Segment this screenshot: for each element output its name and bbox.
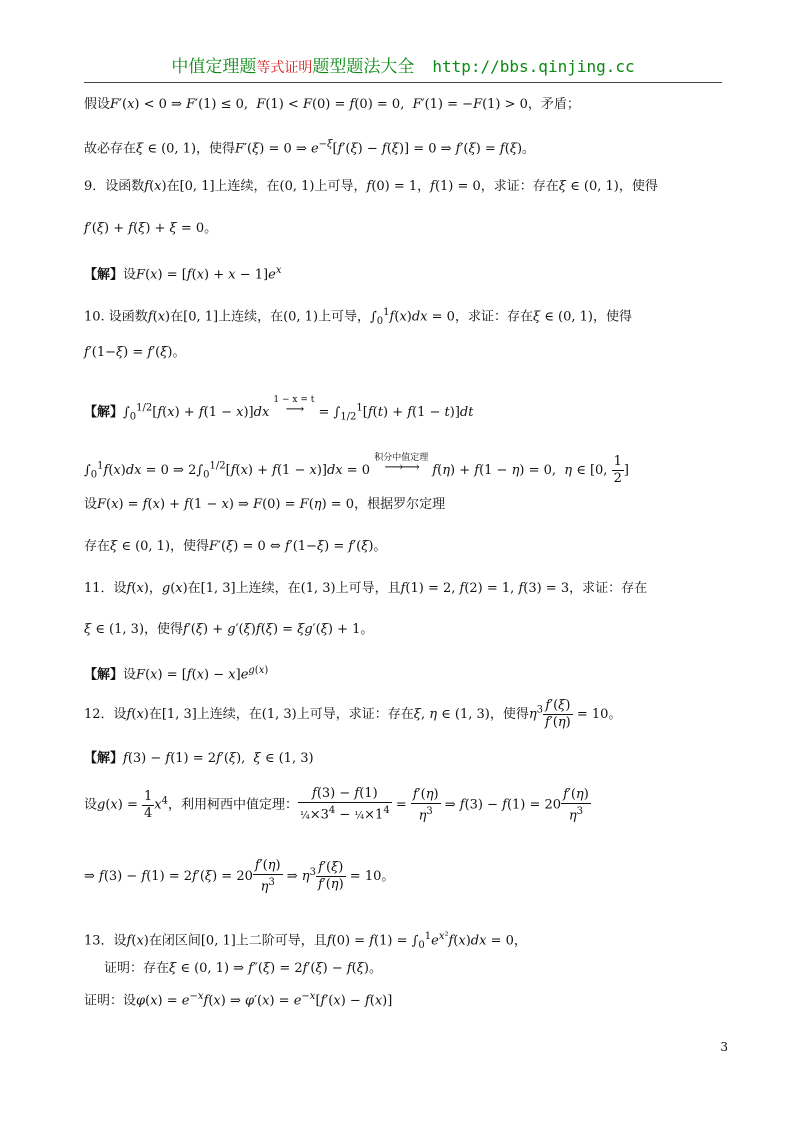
text-line: 设F(x) = f(x) + f(1 − x) ⇒ F(0) = F(η) = 0，根据罗尔定理 (84, 497, 446, 512)
arrow-label-integral-mvt: 积分中值定理 (374, 453, 429, 463)
text-line: 设g(x) = $\frac{1}{4}$ $x^4$，利用柯西中值定理： $\frac{f(3) - f(1)}{\frac{1}{4}\times 3^4 - \frac{1}{4}\times 1^4}$ = $\frac{f'(\eta)}{\eta^3}$ ⇒ f(3) − f(1) = 20 $\frac{f'(\eta)}{\eta^3}$ (84, 786, 589, 823)
header-title-tail: 题型题法大全 (312, 57, 415, 77)
text-line: $\int_0^1f(x)dx = 0$ ⇒ $2\int_0^{1/2}[f(x) + f(1 - x)]dx = 0$ 积分中值定理 ⟶⟶ f(η) + f(1 − η) = 0, η ∈ [0, $\frac{1}{2}$ ] (84, 453, 629, 486)
problem-9: 9．设函数f(x)在[0, 1]上连续，在(0, 1)上可导，f(0) = 1，f(1) = 0，求证：存在ξ ∈ (0, 1)，使得 (84, 179, 658, 194)
solution-12: 【解】f(3) − f(1) = 2f′(ξ), ξ ∈ (1, 3) (84, 751, 314, 766)
solution-11: 【解】设$F(x) = [f(x) - x]e^{g(x)}$ (84, 665, 269, 683)
text-line: ξ ∈ (1, 3)，使得f′(ξ) + g′(ξ)f(ξ) = ξg′(ξ) + 1。 (84, 622, 374, 637)
arrow-label-substitution: 1 − x = t (273, 395, 315, 405)
problem-12: 12．设f(x)在[1, 3]上连续，在(1, 3)上可导，求证：存在ξ, η ∈ (1, 3)，使得$\eta^3$ $\frac{f'(\xi)}{f'(\eta)}$ = 10。 (84, 698, 622, 730)
page-number: 3 (720, 1040, 728, 1054)
text-line: ⇒ f(3) − f(1) = 2f′(ξ) = 20 $\frac{f'(\eta)}{\eta^3}$ ⇒ $\eta^3$ $\frac{f'(\xi)}{f'(\eta)}$ = 10。 (84, 858, 395, 895)
problem-10: 10. 设函数f(x)在[0, 1]上连续，在(0, 1)上可导，$\int_0^1f(x)dx = 0$，求证：存在ξ ∈ (0, 1)，使得 (84, 307, 632, 327)
header-subtitle: 等式证明 (256, 60, 313, 76)
header-title: 中值定理题 (171, 57, 257, 77)
solution-9: 【解】设$F(x) = [f(x) + x - 1]e^x$ (84, 265, 282, 283)
text-line: f′(1−ξ) = f′(ξ)。 (84, 345, 186, 360)
page-header (84, 52, 722, 83)
header-url[interactable]: http://bbs.qinjing.cc (432, 57, 635, 76)
text-line: f′(ξ) + f(ξ) + ξ = 0。 (84, 221, 218, 236)
text-line: 故必存在ξ ∈ (0, 1)，使得F′(ξ) = 0 ⇒ $e^{-\xi}[f'(\xi) - f(\xi)] = 0$ ⇒ f′(ξ) = f(ξ)。 (84, 139, 536, 157)
solution-10: 【解】$\int_0^{1/2}[f(x) + f(1 - x)]dx$ 1 − x = t ⟶ = $\int_{1/2}^1[f(t) + f(1 - t)]dt$ (84, 395, 474, 423)
text-line: 假设F′(x) < 0 ⇒ F′(1) ≤ 0, F(1) < F(0) = f(0) = 0, F′(1) = −F(1) > 0，矛盾； (84, 97, 580, 112)
proof-13: 证明：设$\varphi(x) = e^{-x}f(x)$ ⇒ $\varphi'(x) = e^{-x}[f'(x) - f(x)]$ (84, 991, 393, 1009)
problem-11: 11．设f(x)，g(x)在[1, 3]上连续，在(1, 3)上可导，且f(1) = 2, f(2) = 1, f(3) = 3，求证：存在 (84, 581, 648, 596)
text-line: 存在ξ ∈ (0, 1)，使得F′(ξ) = 0 ⇔ f′(1−ξ) = f′(ξ)。 (84, 539, 387, 554)
problem-13: 13．设f(x)在闭区间[0, 1]上二阶可导，且$f(0) = f(1) = \int_0^1e^{x^2}f(x)dx = 0$， (84, 931, 527, 951)
text-line: 证明：存在ξ ∈ (0, 1) ⇒ f″(ξ) = 2f′(ξ) − f(ξ)。 (104, 961, 382, 976)
